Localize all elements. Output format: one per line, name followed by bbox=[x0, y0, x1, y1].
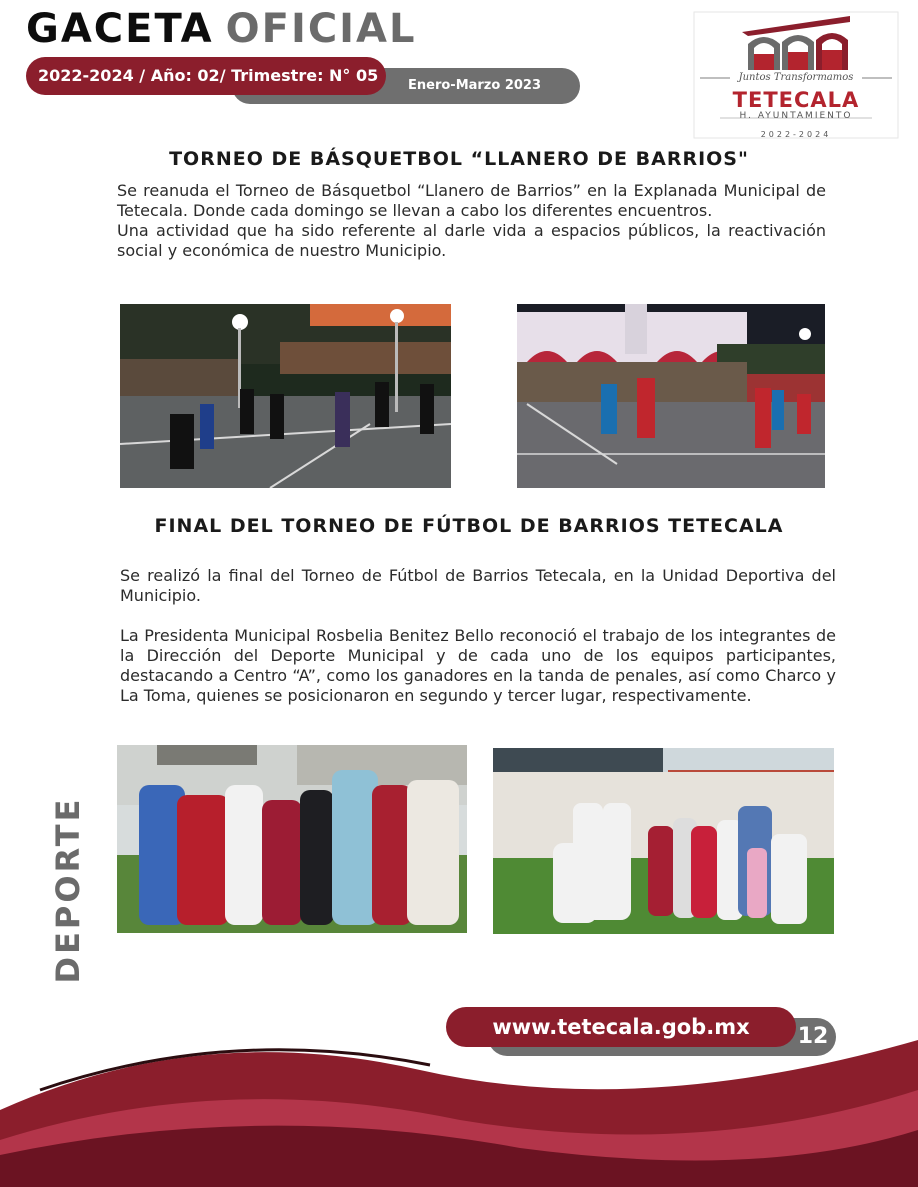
soccer-photo-2 bbox=[493, 748, 834, 934]
soccer-paragraph-1: Se realizó la final del Torneo de Fútbol de Barrios Tetecala, en la Unidad Deportiva del Municipio. bbox=[120, 566, 836, 605]
basketball-photo-1 bbox=[120, 304, 451, 488]
gazette-title bbox=[26, 6, 417, 52]
gazette-title-word1: GACETA bbox=[26, 6, 214, 52]
side-label-text: DEPORTE bbox=[49, 796, 87, 984]
soccer-text bbox=[120, 566, 836, 706]
section-side-label bbox=[40, 796, 96, 984]
logo-name: TETECALA bbox=[732, 88, 860, 112]
website-link[interactable]: www.tetecala.gob.mx bbox=[446, 1007, 796, 1047]
period-label: Enero-Marzo 2023 bbox=[408, 78, 542, 93]
issue-pill: 2022-2024 / Año: 02/ Trimestre: N° 05 bbox=[26, 57, 386, 95]
logo-subtitle: H. AYUNTAMIENTO bbox=[739, 111, 853, 121]
section-title-basketball: TORNEO DE BÁSQUETBOL “LLANERO DE BARRIOS" bbox=[169, 148, 749, 170]
soccer-photo-1 bbox=[117, 745, 467, 933]
basketball-text bbox=[117, 181, 826, 261]
logo-slogan: Juntos Transformamos bbox=[738, 72, 854, 83]
gazette-title-word2: OFICIAL bbox=[225, 6, 417, 52]
section-title-soccer: FINAL DEL TORNEO DE FÚTBOL DE BARRIOS TETECALA bbox=[154, 515, 784, 537]
page-number: 12 bbox=[797, 1024, 829, 1049]
logo-years: 2022-2024 bbox=[760, 130, 832, 139]
soccer-paragraph-2: La Presidenta Municipal Rosbelia Benitez Bello reconoció el trabajo de los integrantes de la Dirección del Deporte Municipal y de cada uno de los equipos participantes, destacando a Centro “A”, como los ganadores en la tanda de penales, así como Charco y La Toma, quienes se posicionaron en segundo y tercer lugar, respectivamente. bbox=[120, 626, 836, 705]
basketball-paragraph-2: Una actividad que ha sido referente al darle vida a espacios públicos, la reactivación social y económica de nuestro Municipio. bbox=[117, 221, 826, 260]
basketball-paragraph-1: Se reanuda el Torneo de Básquetbol “Llanero de Barrios” en la Explanada Municipal de Tetecala. Donde cada domingo se llevan a cabo los diferentes encuentros. bbox=[117, 181, 826, 220]
arches-icon bbox=[742, 16, 850, 70]
basketball-photo-2 bbox=[517, 304, 825, 488]
